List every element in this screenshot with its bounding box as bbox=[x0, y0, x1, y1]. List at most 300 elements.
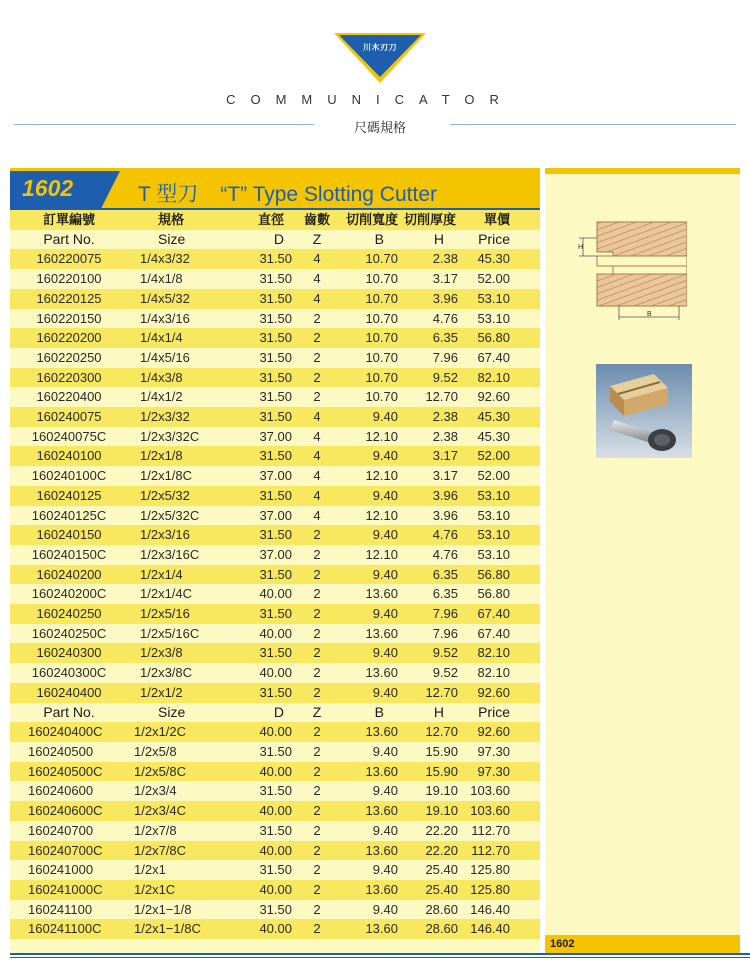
cell-price: 92.60 bbox=[460, 683, 540, 703]
cell-thickness: 3.17 bbox=[402, 446, 460, 466]
cell-size: 1/2x3/8 bbox=[128, 643, 236, 663]
cell-price: 53.10 bbox=[460, 486, 540, 506]
cell-width: 13.60 bbox=[338, 801, 402, 821]
cell-width: 10.70 bbox=[365, 271, 398, 287]
cell-width: 10.70 bbox=[338, 328, 402, 348]
cell-price: 82.10 bbox=[460, 368, 540, 388]
brand-name: COMMUNICATOR bbox=[226, 92, 514, 107]
table-row bbox=[10, 269, 540, 289]
cell-size: 1/2x1−1/8 bbox=[134, 901, 192, 917]
product-title-zh: T 型刀 bbox=[138, 183, 199, 206]
cell-part-no: 訂單編號 bbox=[10, 210, 128, 230]
cell-teeth: 2 bbox=[313, 546, 321, 562]
cell-thickness: 4.76 bbox=[432, 310, 458, 326]
cell-part-no: 160240600C bbox=[10, 801, 128, 821]
cell-thickness: 切削厚度 bbox=[402, 210, 460, 230]
divider-left bbox=[14, 124, 314, 125]
cell-teeth: 2 bbox=[313, 389, 321, 405]
cell-teeth: 2 bbox=[296, 368, 338, 388]
cell-teeth: 2 bbox=[313, 625, 321, 641]
cell-size: 1/4x1/2 bbox=[140, 389, 183, 405]
cell-size: 1/4x1/4 bbox=[128, 328, 236, 348]
table-row bbox=[10, 387, 540, 407]
cell-thickness: 3.17 bbox=[432, 468, 458, 484]
cell-diameter: D bbox=[273, 230, 284, 247]
cell-teeth: 2 bbox=[313, 822, 321, 838]
cell-price: 53.10 bbox=[477, 507, 510, 523]
cell-width: 9.40 bbox=[338, 446, 402, 466]
cell-diameter: 31.50 bbox=[236, 289, 296, 309]
table-row bbox=[10, 427, 540, 447]
table-row bbox=[10, 604, 540, 624]
table-row bbox=[10, 584, 540, 604]
cell-diameter: 40.00 bbox=[259, 586, 292, 602]
cell-width: B bbox=[374, 230, 384, 247]
brand-logo bbox=[334, 33, 426, 89]
cell-width: 10.70 bbox=[338, 249, 402, 269]
cell-thickness: 15.90 bbox=[402, 762, 460, 782]
cell-size: 1/2x3/16C bbox=[140, 546, 200, 562]
cell-part-no: 160241100C bbox=[10, 919, 128, 939]
table-row bbox=[10, 525, 540, 545]
table-row bbox=[10, 821, 540, 841]
cell-diameter: 31.50 bbox=[259, 862, 292, 878]
cell-diameter: 40.00 bbox=[236, 722, 296, 742]
cell-teeth: 4 bbox=[296, 289, 338, 309]
table-row bbox=[10, 466, 540, 486]
cell-part-no: 160220300 bbox=[10, 368, 128, 388]
table-row bbox=[10, 900, 540, 920]
cell-size: 1/2x5/8 bbox=[134, 743, 177, 759]
cell-diameter: 31.50 bbox=[236, 446, 296, 466]
cell-thickness: 6.35 bbox=[402, 565, 460, 585]
cell-diameter: 31.50 bbox=[259, 310, 292, 326]
table-row bbox=[10, 446, 540, 466]
cell-teeth: 2 bbox=[296, 801, 338, 821]
cell-price: 45.30 bbox=[460, 249, 540, 269]
cell-width: 9.40 bbox=[372, 862, 398, 878]
cell-width: 12.10 bbox=[365, 507, 398, 523]
cell-size: 1/2x1 bbox=[134, 862, 166, 878]
cell-part-no: 160241000 bbox=[28, 862, 94, 878]
cell-teeth: 2 bbox=[313, 743, 321, 759]
cell-teeth: 2 bbox=[296, 683, 338, 703]
cell-size: Size bbox=[158, 230, 186, 247]
bottom-rule-thin bbox=[10, 957, 750, 958]
cell-teeth: 4 bbox=[313, 271, 321, 287]
cell-price: 45.30 bbox=[477, 428, 510, 444]
cell-diameter: 31.50 bbox=[236, 604, 296, 624]
cell-diameter: 40.00 bbox=[259, 625, 292, 641]
cell-thickness: 3.17 bbox=[432, 271, 458, 287]
cell-price: 125.80 bbox=[470, 862, 510, 878]
cell-size: 1/2x7/8 bbox=[134, 822, 177, 838]
cell-thickness: 2.38 bbox=[432, 428, 458, 444]
cell-width: 9.40 bbox=[338, 604, 402, 624]
header-row-zh bbox=[10, 210, 540, 230]
cell-diameter: 31.50 bbox=[236, 525, 296, 545]
cell-thickness: 2.38 bbox=[402, 249, 460, 269]
cell-diameter: D bbox=[273, 703, 284, 720]
cell-diameter: 40.00 bbox=[236, 801, 296, 821]
cell-thickness: 9.52 bbox=[402, 643, 460, 663]
cell-part-no: 160240200C bbox=[31, 586, 107, 602]
cell-diameter: 31.50 bbox=[236, 368, 296, 388]
product-title-en: “T” Type Slotting Cutter bbox=[220, 183, 437, 206]
cell-width: 12.10 bbox=[365, 546, 398, 562]
cell-teeth: 2 bbox=[313, 901, 321, 917]
cell-price: 56.80 bbox=[460, 328, 540, 348]
cell-size: 1/4x5/16 bbox=[140, 349, 190, 365]
cell-width: 13.60 bbox=[365, 586, 398, 602]
cell-size: Size bbox=[158, 703, 186, 720]
cell-size: 1/2x1/8 bbox=[128, 446, 236, 466]
logo-text: 川木刃刀 bbox=[363, 43, 397, 52]
cell-part-no: 160240075C bbox=[31, 428, 107, 444]
cell-part-no: 160220125 bbox=[10, 289, 128, 309]
cell-teeth: 4 bbox=[296, 446, 338, 466]
cell-thickness: H bbox=[433, 703, 444, 720]
label-b: B bbox=[647, 311, 652, 318]
cell-size: 1/2x3/16 bbox=[128, 525, 236, 545]
cell-thickness: 22.20 bbox=[425, 822, 458, 838]
cell-thickness: 6.35 bbox=[432, 586, 458, 602]
cell-width: 9.40 bbox=[372, 783, 398, 799]
cell-size: 1/2x3/8C bbox=[140, 665, 193, 681]
cell-width: 9.40 bbox=[372, 743, 398, 759]
cell-price: 53.10 bbox=[477, 546, 510, 562]
cell-teeth: 2 bbox=[296, 919, 338, 939]
cell-teeth: 2 bbox=[313, 310, 321, 326]
cell-teeth: 4 bbox=[296, 486, 338, 506]
header-row-en-repeat bbox=[10, 703, 540, 723]
cell-price: 53.10 bbox=[460, 525, 540, 545]
cell-diameter: 37.00 bbox=[259, 507, 292, 523]
cell-teeth: 2 bbox=[313, 862, 321, 878]
cell-thickness: 12.70 bbox=[402, 722, 460, 742]
cell-price: 單價 bbox=[460, 210, 540, 230]
cell-size: 1/2x1/8C bbox=[140, 468, 193, 484]
cell-width: 9.40 bbox=[338, 407, 402, 427]
cell-diameter: 37.00 bbox=[259, 468, 292, 484]
cell-size: 1/2x1C bbox=[128, 880, 236, 900]
cell-part-no: 160241100 bbox=[28, 901, 93, 917]
cell-size: 1/2x3/32C bbox=[140, 428, 200, 444]
cell-width: 10.70 bbox=[338, 368, 402, 388]
cell-diameter: 31.50 bbox=[236, 486, 296, 506]
cell-price: 82.10 bbox=[477, 665, 510, 681]
cell-width: 9.40 bbox=[338, 565, 402, 585]
cell-size: 1/4x1/8 bbox=[140, 271, 183, 287]
cell-part-no: 160220075 bbox=[10, 249, 128, 269]
page-label: 1602 bbox=[550, 938, 575, 950]
cell-price: 112.70 bbox=[471, 822, 510, 838]
table-row bbox=[10, 348, 540, 368]
cell-teeth: 2 bbox=[296, 525, 338, 545]
cell-price: 97.30 bbox=[477, 743, 510, 759]
cell-thickness: 25.40 bbox=[425, 862, 458, 878]
table-row bbox=[10, 565, 540, 585]
cell-price: 52.00 bbox=[477, 468, 510, 484]
cell-width: 10.70 bbox=[365, 310, 398, 326]
cell-teeth: 4 bbox=[313, 468, 321, 484]
cell-part-no: 160240125 bbox=[10, 486, 128, 506]
bottom-rule bbox=[10, 953, 750, 955]
cell-part-no: 160240150 bbox=[10, 525, 128, 545]
cell-size: 規格 bbox=[128, 210, 236, 230]
cell-price: 112.70 bbox=[460, 841, 540, 861]
table-row bbox=[10, 683, 540, 703]
cell-part-no: 160220100 bbox=[36, 271, 102, 287]
model-number: 1602 bbox=[22, 175, 74, 201]
cell-thickness: 12.70 bbox=[402, 683, 460, 703]
cell-teeth: 2 bbox=[296, 565, 338, 585]
cell-width: 10.70 bbox=[338, 289, 402, 309]
cell-thickness: 4.76 bbox=[432, 546, 458, 562]
cell-thickness: H bbox=[433, 230, 444, 247]
cell-width: 12.10 bbox=[365, 428, 398, 444]
cell-width: 13.60 bbox=[338, 880, 402, 900]
cell-part-no: 160240250C bbox=[31, 625, 107, 641]
cell-diameter: 40.00 bbox=[236, 762, 296, 782]
cell-size: 1/4x3/8 bbox=[128, 368, 236, 388]
page-subtitle: 尺碼規格 bbox=[353, 120, 406, 135]
cell-part-no: 160220400 bbox=[36, 389, 102, 405]
cell-part-no: 160240600 bbox=[28, 783, 94, 799]
cell-part-no: 160240200 bbox=[10, 565, 128, 585]
cell-width: 10.70 bbox=[365, 349, 398, 365]
cell-part-no: 160240075 bbox=[10, 407, 128, 427]
cell-thickness: 9.52 bbox=[432, 665, 458, 681]
table-row bbox=[10, 643, 540, 663]
table-row bbox=[10, 880, 540, 900]
cell-thickness: 7.96 bbox=[402, 604, 460, 624]
cell-diameter: 31.50 bbox=[259, 901, 292, 917]
cell-price: 53.10 bbox=[477, 310, 510, 326]
cell-teeth: 2 bbox=[296, 880, 338, 900]
cell-price: 53.10 bbox=[460, 289, 540, 309]
cell-thickness: 12.70 bbox=[425, 389, 458, 405]
cell-price: 45.30 bbox=[460, 407, 540, 427]
cell-diameter: 31.50 bbox=[259, 271, 292, 287]
table-row bbox=[10, 506, 540, 526]
cell-diameter: 40.00 bbox=[236, 919, 296, 939]
cell-price: 103.60 bbox=[460, 801, 540, 821]
table-row bbox=[10, 663, 540, 683]
cell-price: 67.40 bbox=[477, 625, 510, 641]
cell-part-no: 160220250 bbox=[36, 349, 102, 365]
cell-diameter: 37.00 bbox=[259, 428, 292, 444]
cell-part-no: 160240700 bbox=[28, 822, 94, 838]
table-row bbox=[10, 742, 540, 762]
cell-teeth: 2 bbox=[296, 762, 338, 782]
cell-width: 10.70 bbox=[365, 389, 398, 405]
cell-part-no: 160220150 bbox=[36, 310, 102, 326]
cell-teeth: 2 bbox=[313, 783, 321, 799]
cell-diameter: 直徑 bbox=[236, 210, 296, 230]
cell-size: 1/4x3/32 bbox=[128, 249, 236, 269]
cell-part-no: 160240100 bbox=[10, 446, 128, 466]
product-title bbox=[138, 178, 437, 208]
cell-part-no: 160241000C bbox=[10, 880, 128, 900]
cell-size: 1/2x1/4C bbox=[140, 586, 193, 602]
cell-price: 82.10 bbox=[460, 643, 540, 663]
cell-diameter: 31.50 bbox=[236, 565, 296, 585]
cell-size: 1/2x1/2 bbox=[128, 683, 236, 703]
cell-width: 13.60 bbox=[338, 919, 402, 939]
cell-price: 56.80 bbox=[477, 586, 510, 602]
cell-thickness: 3.96 bbox=[432, 507, 458, 523]
cell-part-no: 160240125C bbox=[31, 507, 107, 523]
table-row bbox=[10, 309, 540, 329]
cell-diameter: 31.50 bbox=[259, 783, 292, 799]
cell-width: B bbox=[374, 703, 384, 720]
cell-width: 13.60 bbox=[365, 625, 398, 641]
table-row bbox=[10, 289, 540, 309]
table-row bbox=[10, 801, 540, 821]
cell-price: 97.30 bbox=[460, 762, 540, 782]
cell-size: 1/2x5/32 bbox=[128, 486, 236, 506]
cell-teeth: 2 bbox=[313, 586, 321, 602]
table-row bbox=[10, 781, 540, 801]
side-top-bar bbox=[545, 168, 740, 174]
cell-size: 1/2x1/4 bbox=[128, 565, 236, 585]
cell-thickness: 9.52 bbox=[402, 368, 460, 388]
cell-thickness: 22.20 bbox=[402, 841, 460, 861]
cell-width: 切削寬度 bbox=[338, 210, 402, 230]
cell-price: 67.40 bbox=[460, 604, 540, 624]
cell-part-no: 160240100C bbox=[31, 468, 107, 484]
table-row bbox=[10, 762, 540, 782]
header-row-en bbox=[10, 230, 540, 250]
cell-part-no: 160240400C bbox=[10, 722, 128, 742]
cell-price: 146.40 bbox=[470, 901, 510, 917]
cell-part-no: Part No. bbox=[43, 230, 95, 247]
cell-thickness: 28.60 bbox=[425, 901, 458, 917]
table-row bbox=[10, 486, 540, 506]
cell-size: 1/2x3/4 bbox=[134, 783, 177, 799]
cell-width: 13.60 bbox=[365, 665, 398, 681]
table-row bbox=[10, 249, 540, 269]
cell-teeth: 4 bbox=[313, 428, 321, 444]
cell-thickness: 15.90 bbox=[425, 743, 458, 759]
cell-size: 1/2x7/8C bbox=[128, 841, 236, 861]
cell-teeth: Z bbox=[312, 230, 322, 247]
cell-size: 1/2x5/16C bbox=[140, 625, 200, 641]
cell-teeth: 4 bbox=[296, 407, 338, 427]
cell-teeth: 4 bbox=[313, 507, 321, 523]
cell-part-no: 160220200 bbox=[10, 328, 128, 348]
cell-teeth: 2 bbox=[313, 349, 321, 365]
cell-price: 92.60 bbox=[460, 722, 540, 742]
cell-part-no: 160240250 bbox=[10, 604, 128, 624]
cell-price: 52.00 bbox=[477, 271, 510, 287]
cell-diameter: 31.50 bbox=[259, 822, 292, 838]
cell-price: 56.80 bbox=[460, 565, 540, 585]
cell-part-no: 160240400 bbox=[10, 683, 128, 703]
cell-price: Price bbox=[478, 703, 510, 720]
cell-diameter: 31.50 bbox=[259, 389, 292, 405]
label-h: H bbox=[578, 244, 584, 251]
cell-part-no: 160240700C bbox=[10, 841, 128, 861]
cell-size: 1/2x5/8C bbox=[128, 762, 236, 782]
cell-thickness: 2.38 bbox=[402, 407, 460, 427]
cell-thickness: 7.96 bbox=[432, 349, 458, 365]
table-row bbox=[10, 860, 540, 880]
cell-diameter: 31.50 bbox=[236, 407, 296, 427]
table-row bbox=[10, 545, 540, 565]
cell-width: 9.40 bbox=[338, 643, 402, 663]
cell-teeth: 齒數 bbox=[296, 210, 338, 230]
cell-thickness: 19.10 bbox=[425, 783, 458, 799]
cell-part-no: 160240500C bbox=[10, 762, 128, 782]
cell-teeth: 2 bbox=[296, 604, 338, 624]
cell-price: 146.40 bbox=[460, 919, 540, 939]
cell-thickness: 3.96 bbox=[402, 289, 460, 309]
cell-diameter: 31.50 bbox=[259, 743, 292, 759]
spec-table bbox=[10, 210, 540, 939]
cell-price: 67.40 bbox=[477, 349, 510, 365]
cell-teeth: 2 bbox=[296, 328, 338, 348]
cell-size: 1/4x5/32 bbox=[128, 289, 236, 309]
slot-diagram bbox=[577, 216, 687, 324]
cell-width: 9.40 bbox=[372, 822, 398, 838]
cell-width: 9.40 bbox=[338, 486, 402, 506]
cell-teeth: 2 bbox=[296, 643, 338, 663]
cell-size: 1/2x5/16 bbox=[128, 604, 236, 624]
cell-diameter: 37.00 bbox=[259, 546, 292, 562]
cell-part-no: 160240300C bbox=[31, 665, 107, 681]
cell-diameter: 31.50 bbox=[236, 249, 296, 269]
table-row bbox=[10, 368, 540, 388]
table-row bbox=[10, 841, 540, 861]
cell-teeth: 2 bbox=[296, 841, 338, 861]
cell-thickness: 19.10 bbox=[402, 801, 460, 821]
cell-size: 1/2x3/32 bbox=[128, 407, 236, 427]
cell-price: Price bbox=[478, 230, 510, 247]
cell-diameter: 31.50 bbox=[259, 349, 292, 365]
cell-size: 1/2x1−1/8C bbox=[128, 919, 236, 939]
cell-width: 9.40 bbox=[338, 525, 402, 545]
cell-teeth: Z bbox=[312, 703, 322, 720]
cell-thickness: 7.96 bbox=[432, 625, 458, 641]
cell-size: 1/4x3/16 bbox=[140, 310, 190, 326]
cell-width: 9.40 bbox=[372, 901, 398, 917]
divider-right bbox=[450, 124, 736, 125]
table-row bbox=[10, 722, 540, 742]
table-row bbox=[10, 919, 540, 939]
cell-price: 92.60 bbox=[477, 389, 510, 405]
cell-thickness: 4.76 bbox=[402, 525, 460, 545]
cell-thickness: 25.40 bbox=[402, 880, 460, 900]
cell-teeth: 4 bbox=[296, 249, 338, 269]
cell-price: 103.60 bbox=[470, 783, 510, 799]
cell-price: 52.00 bbox=[460, 446, 540, 466]
cell-width: 12.10 bbox=[365, 468, 398, 484]
cell-diameter: 31.50 bbox=[236, 683, 296, 703]
table-row bbox=[10, 624, 540, 644]
cell-size: 1/2x1/2C bbox=[128, 722, 236, 742]
cell-thickness: 28.60 bbox=[402, 919, 460, 939]
cell-diameter: 40.00 bbox=[236, 880, 296, 900]
cell-part-no: 160240150C bbox=[31, 546, 107, 562]
cell-teeth: 2 bbox=[296, 722, 338, 742]
cell-width: 13.60 bbox=[338, 841, 402, 861]
cell-thickness: 6.35 bbox=[402, 328, 460, 348]
cell-diameter: 40.00 bbox=[236, 841, 296, 861]
cell-price: 125.80 bbox=[460, 880, 540, 900]
cell-size: 1/2x3/4C bbox=[128, 801, 236, 821]
